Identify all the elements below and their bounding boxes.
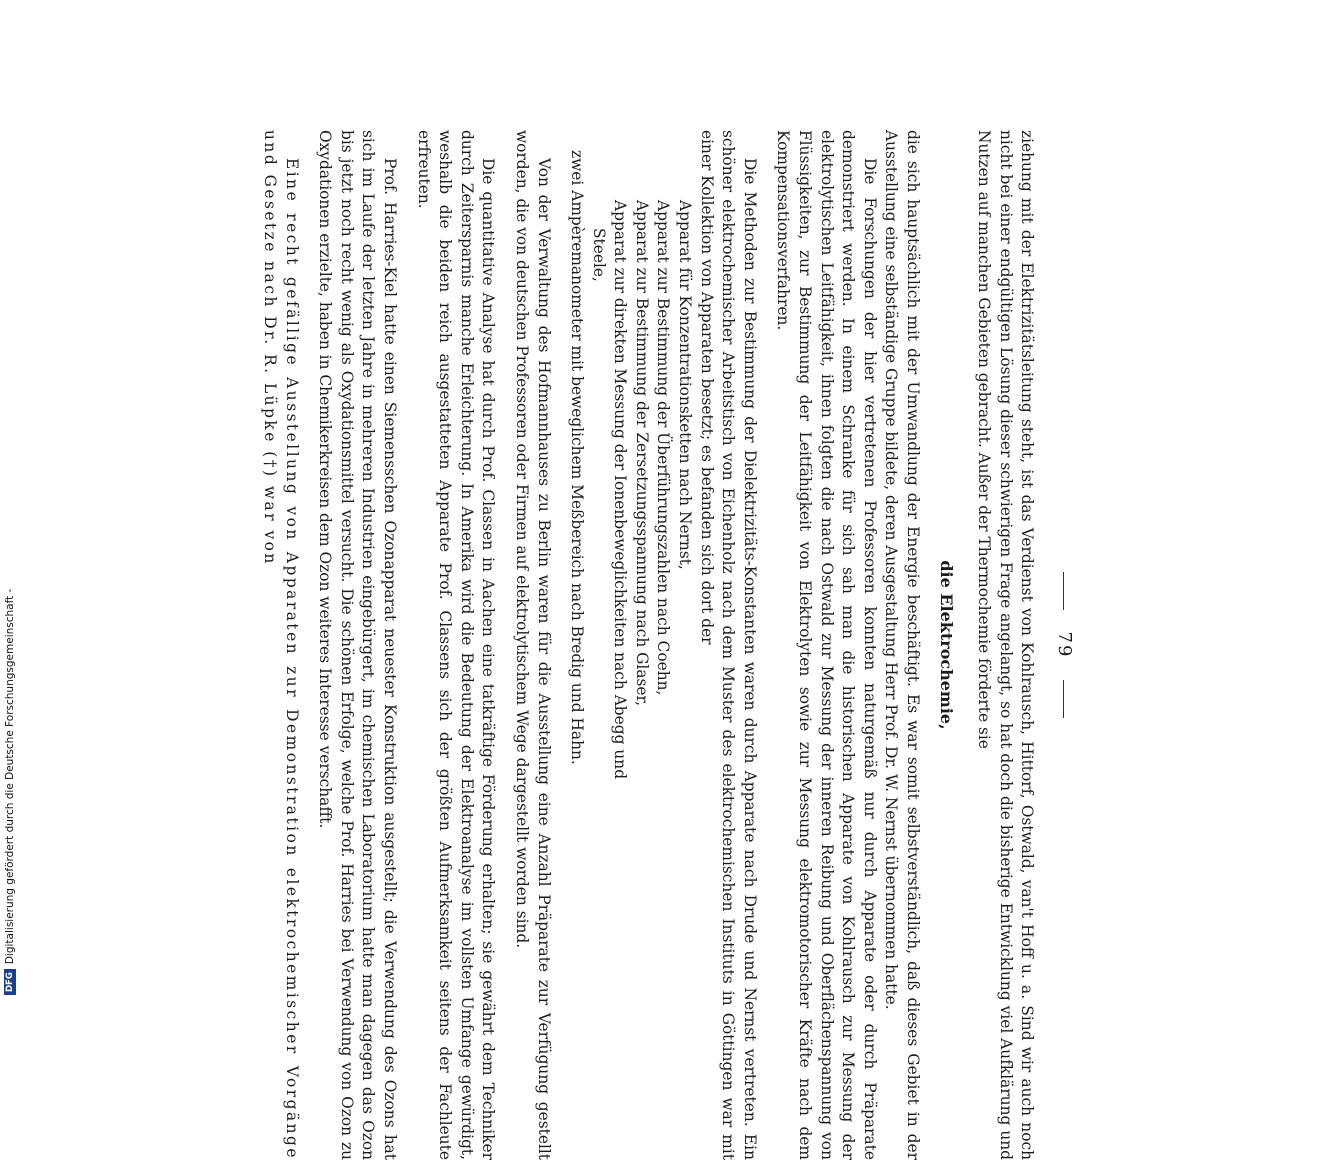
list-item: Apparat zur direkten Messung der Ionenbeweglichkeiten nach Abegg und [611,200,630,780]
digitization-footer [3,0,17,995]
paragraph-continuation: ziehung mit der Elektrizitätsleitung steht, ist das Verdienst von Kohlrausch, Hittorf, Ostwald, van't Hoff u. a. Sind wir auch noch nicht bei einer endgültigen Lösung dieser schwierigen Frage angelangt, so hat doch die bisherige Entwicklung viel Aufklärung und Nutzen auf manchen Gebieten gebracht. Außer der Thermochemie förderte sie [975,130,1037,1160]
spacer [400,130,412,1160]
scanned-page [75,130,1075,1160]
list-item-continuation: Steele, [589,228,608,282]
paragraph: Die Methoden zur Bestimmung der Dielektrizitäts-Konstanten waren durch Apparate nach Drude und Nernst vertreten. Ein schöner elektrochemischer Arbeitstisch von Eichenholz nach dem Muster des elektrochemischen Instituts in Göttingen war mit einer Kollektion von Apparaten besetzt; es befanden sich dort der [697,130,759,1160]
rule-right [1064,680,1065,718]
section-heading: die Elektrochemie, [936,560,956,730]
page-number-line [1053,130,1075,1160]
paragraph: Eine recht gefällige Ausstellung von Apparaten zur Demonstration elektrochemischer Vorgänge und Gesetze nach Dr. R. Lüpke (†) war von [261,130,301,1160]
spacer [302,130,314,1160]
list-item: Apparat für Konzentrationsketten nach Nernst, [676,200,695,570]
list-item: zwei Ampèremanometer mit beweglichem Meßbereich nach Bredig und Hahn. [568,150,587,765]
paragraph: die sich hauptsächlich mit der Umwandlung der Energie beschäftigt. Es war somit selbstverständlich, daß dieses Gebiet in der Ausstellung eine selbständige Gruppe bildete, deren Ausgestaltung Herr Prof. Dr. W. Nernst übernommen hatte. [882,130,923,1160]
paragraph: Die quantitative Analyse hat durch Prof. Classen in Aachen eine tatkräftige Förderung erhalten; sie gewährt dem Techniker durch Zeitersparnis manche Erleichterung. In Amerika wird die Bedeutung der Elektroanalyse im vollsten Umfange gewürdigt, weshalb die beiden reich ausgestatteten Apparate Prof. Classens sich der größten Aufmerksamkeit seitens der Fachleute erfreuten. [414,130,498,1160]
spacer [760,130,772,1160]
paragraph: Die Forschungen der hier vertretenen Professoren konnten naturgemäß nur durch Apparate oder durch Präparate demonstriert werden. In einem Schranke für sich sah man die historischen Apparate von Kohlrausch zur Messung der elektrolytischen Leitfähigkeit, ihnen folgten die nach Ostwald zur Messung der inneren Reibung und Oberflächenspannung von Flüssigkeiten, zur Bestimmung der Leitfähigkeit von Elektrolyten sowie zur Messung elektromotorischer Kräfte nach dem Kompensationsverfahren. [774,130,879,1160]
rule-left [1064,572,1065,610]
dfg-logo: DFG [4,969,16,995]
paragraph: Prof. Harries-Kiel hatte einen Siemensschen Ozonapparat neuester Konstruktion ausgestellt; die Verwendung des Ozons hat sich im Laufe der letzten Jahre in mehreren Industrien eingebürgert, im chemischen Laboratorium hatte man dagegen das Ozon bis jetzt noch recht wenig als Oxydationsmittel versucht. Die schönen Erfolge, welche Prof. Harries bei Verwendung von Ozon zu Oxydationen erzielte, haben in Chemikerkreisen dem Ozon weiteres Interesse verschafft. [316,130,399,1160]
spacer [498,130,510,1160]
page-number: 79 [1054,631,1075,659]
list-item: Apparat zur Bestimmung der Zersetzungsspannung nach Glaser, [632,200,651,707]
list-item: Apparat zur Bestimmung der Überführungszahlen nach Coehn, [654,200,673,696]
apparatus-list [566,150,696,1160]
paragraph: Von der Verwaltung des Hofmannhauses zu Berlin waren für die Ausstellung eine Anzahl Präparate zur Verfügung gestellt worden, die von deutschen Professoren oder Firmen auf elektrolytischem Wege dargestellt worden sind. [512,130,553,1160]
footer-text: Digitalisierung gefördert durch die Deutsche Forschungsgemeinschaft - [4,588,16,965]
spacer [554,130,566,1160]
